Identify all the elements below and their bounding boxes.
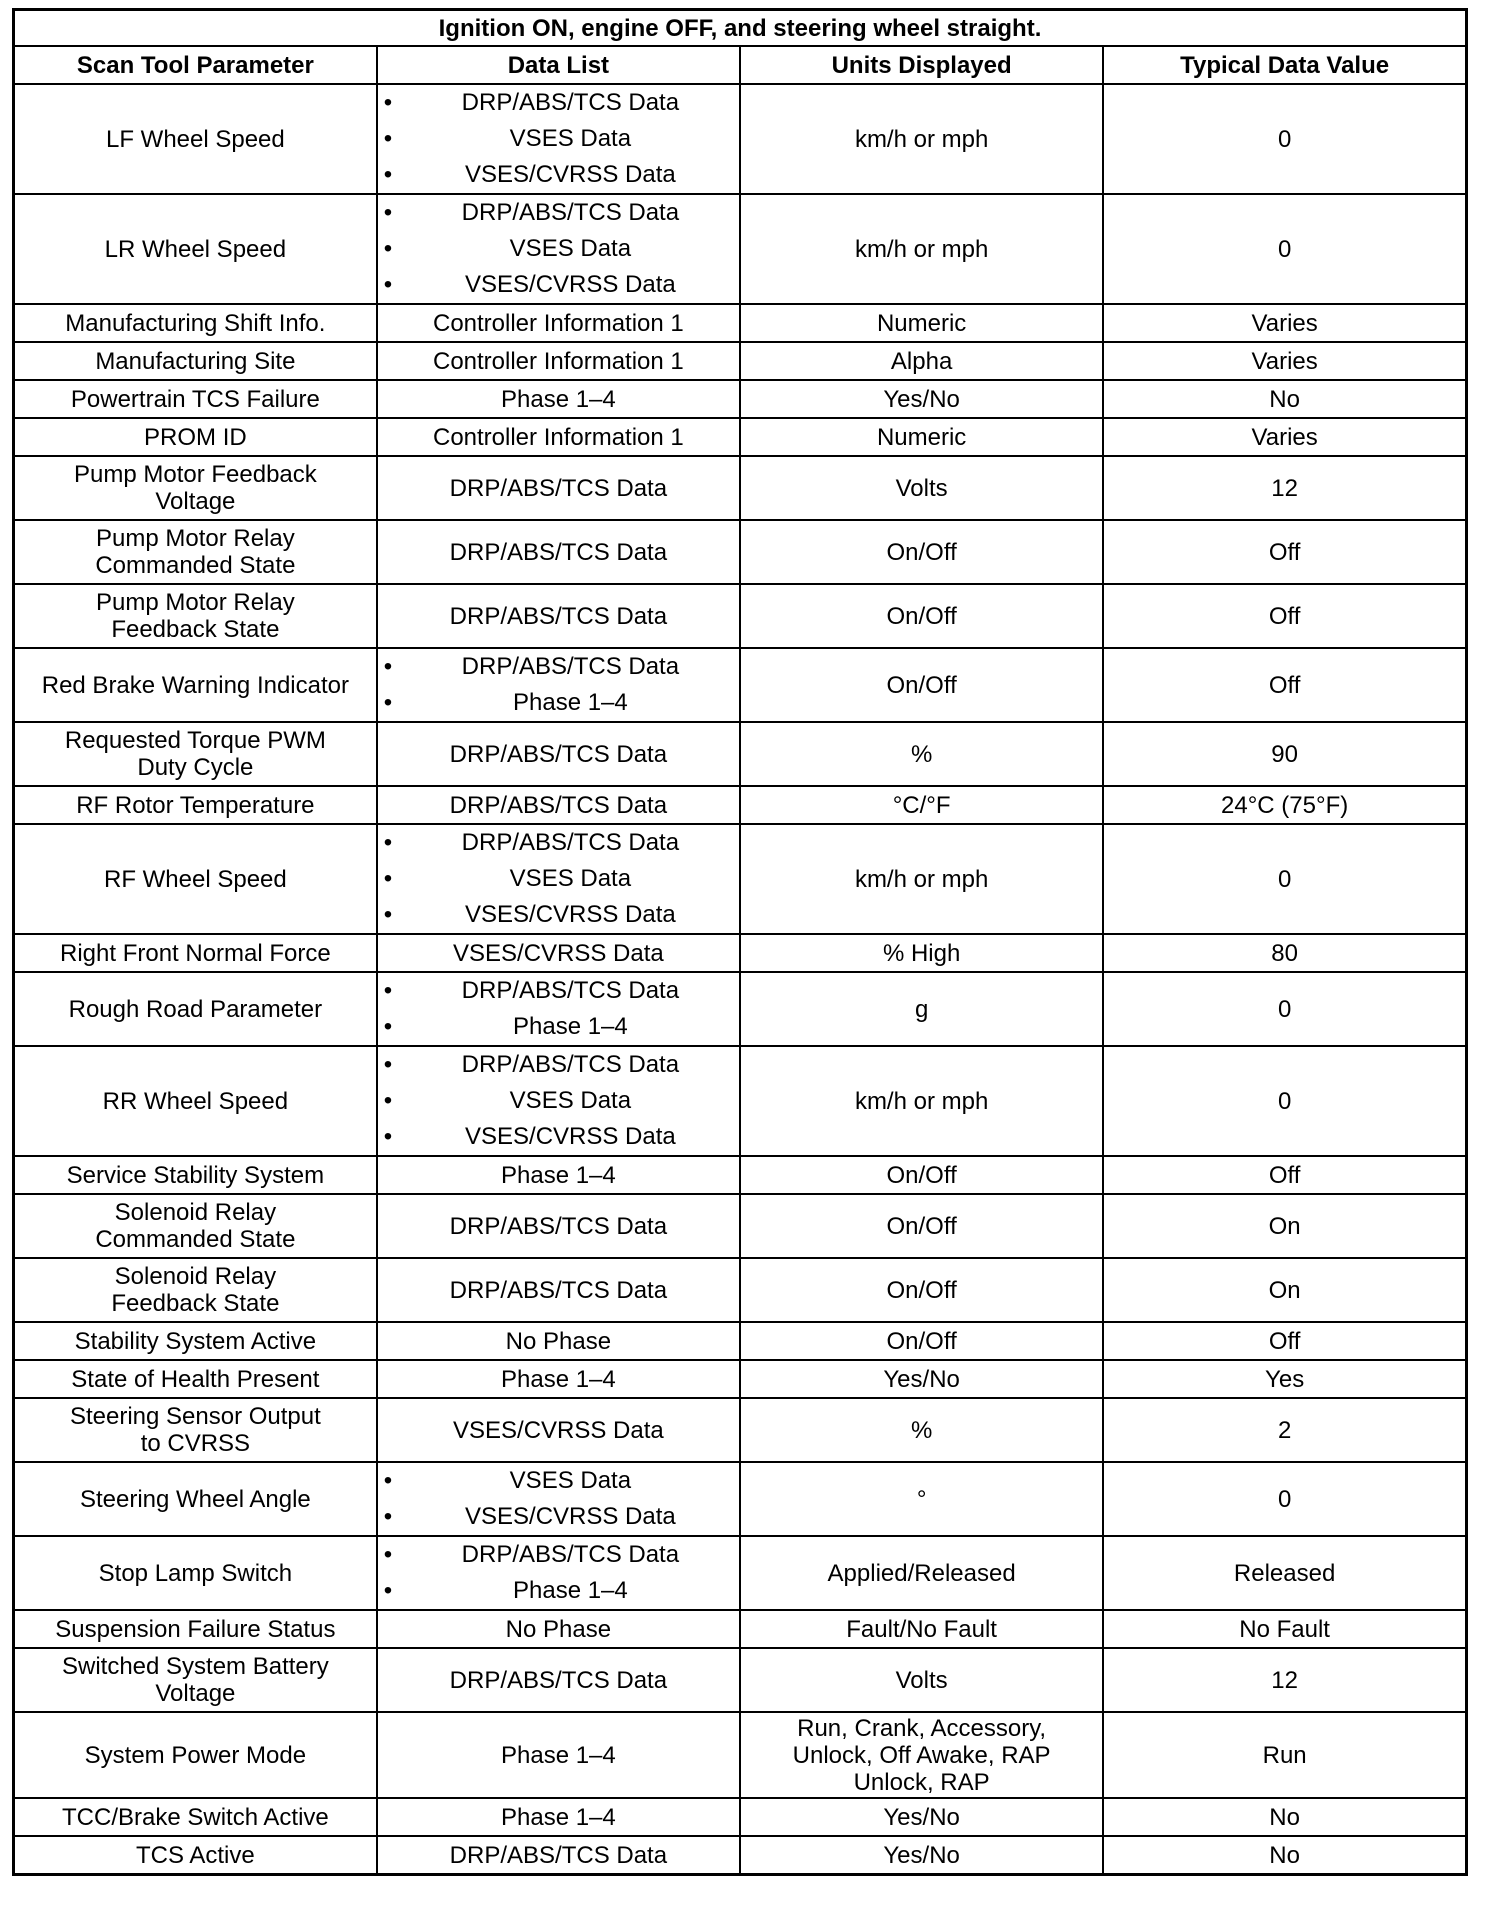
typical-value-cell: Off (1103, 648, 1466, 722)
data-list-item: • VSES/CVRSS Data (384, 1119, 733, 1155)
data-list-cell: DRP/ABS/TCS Data (377, 456, 740, 520)
data-list-item: • DRP/ABS/TCS Data (384, 1537, 733, 1573)
header-units-displayed: Units Displayed (740, 46, 1103, 84)
banner-row (14, 10, 1467, 47)
parameter-cell: Red Brake Warning Indicator (14, 648, 377, 722)
data-list-cell (377, 824, 740, 934)
data-list-item: • VSES/CVRSS Data (384, 267, 733, 303)
parameter-cell: PROM ID (14, 418, 377, 456)
table-row (14, 342, 1467, 380)
typical-value-cell: Varies (1103, 342, 1466, 380)
parameter-cell-line: Steering Sensor Output (69, 1403, 321, 1430)
parameter-cell-line: Pump Motor Relay (96, 525, 295, 552)
units-cell: km/h or mph (740, 824, 1103, 934)
units-cell-line: Run, Crank, Accessory, (797, 1714, 1047, 1742)
data-list-cell: No Phase (377, 1610, 740, 1648)
units-cell: On/Off (740, 584, 1103, 648)
parameter-cell: State of Health Present (14, 1360, 377, 1398)
parameter-cell (14, 1398, 377, 1462)
parameter-cell (14, 456, 377, 520)
typical-value-cell: 0 (1103, 194, 1466, 304)
parameter-cell-line: Feedback State (111, 1290, 280, 1317)
data-list-item: • VSES Data (384, 1083, 733, 1119)
table-row (14, 584, 1467, 648)
data-list-item: • DRP/ABS/TCS Data (384, 649, 733, 685)
typical-value-cell: Off (1103, 520, 1466, 584)
data-list-item: • VSES Data (384, 121, 733, 157)
units-cell: Volts (740, 456, 1103, 520)
typical-value-cell: 12 (1103, 1648, 1466, 1712)
units-cell: On/Off (740, 520, 1103, 584)
parameter-cell-line: Solenoid Relay (114, 1263, 277, 1290)
parameter-cell: Rough Road Parameter (14, 972, 377, 1046)
table-row (14, 1194, 1467, 1258)
units-cell: Fault/No Fault (740, 1610, 1103, 1648)
parameter-cell: Powertrain TCS Failure (14, 380, 377, 418)
parameter-cell-line: Voltage (155, 488, 236, 515)
table-body (14, 84, 1467, 1875)
table-row (14, 1836, 1467, 1875)
data-list-item: • VSES/CVRSS Data (384, 157, 733, 193)
data-list-item: • Phase 1–4 (384, 1573, 733, 1609)
parameter-cell: Manufacturing Shift Info. (14, 304, 377, 342)
data-list-cell (377, 648, 740, 722)
data-list-bullets (384, 825, 733, 933)
typical-value-cell: 80 (1103, 934, 1466, 972)
parameter-cell-line: Pump Motor Relay (96, 589, 295, 616)
table-row (14, 972, 1467, 1046)
data-list-cell: Phase 1–4 (377, 1712, 740, 1798)
table-row (14, 1156, 1467, 1194)
header-data-list: Data List (377, 46, 740, 84)
units-cell: Volts (740, 1648, 1103, 1712)
typical-value-cell: Varies (1103, 418, 1466, 456)
typical-value-cell: Released (1103, 1536, 1466, 1610)
table-row (14, 1798, 1467, 1836)
units-cell: On/Off (740, 1258, 1103, 1322)
header-row (14, 46, 1467, 84)
units-cell: Yes/No (740, 1798, 1103, 1836)
data-list-bullets (384, 85, 733, 193)
table-row (14, 824, 1467, 934)
data-list-bullets (384, 1463, 733, 1535)
data-list-item: • VSES Data (384, 861, 733, 897)
parameter-cell-line: Switched System Battery (61, 1653, 329, 1680)
data-list-item: • DRP/ABS/TCS Data (384, 195, 733, 231)
table-row (14, 456, 1467, 520)
units-cell: Alpha (740, 342, 1103, 380)
table-row (14, 786, 1467, 824)
data-list-cell: Controller Information 1 (377, 304, 740, 342)
table-row (14, 1360, 1467, 1398)
parameter-cell: RR Wheel Speed (14, 1046, 377, 1156)
typical-value-cell: 0 (1103, 824, 1466, 934)
parameter-cell (14, 1648, 377, 1712)
data-list-bullets (384, 195, 733, 303)
table-banner: Ignition ON, engine OFF, and steering wheel straight. (14, 10, 1467, 47)
units-cell: km/h or mph (740, 1046, 1103, 1156)
units-cell: On/Off (740, 1322, 1103, 1360)
parameter-cell: TCS Active (14, 1836, 377, 1875)
parameter-cell-line: Voltage (155, 1680, 236, 1707)
data-list-item: • DRP/ABS/TCS Data (384, 973, 733, 1009)
parameter-cell (14, 722, 377, 786)
table-row (14, 84, 1467, 194)
units-cell: °C/°F (740, 786, 1103, 824)
data-list-cell: DRP/ABS/TCS Data (377, 1648, 740, 1712)
parameter-cell: TCC/Brake Switch Active (14, 1798, 377, 1836)
parameter-cell: Stop Lamp Switch (14, 1536, 377, 1610)
units-cell: % (740, 722, 1103, 786)
parameter-cell: Service Stability System (14, 1156, 377, 1194)
parameter-cell: LF Wheel Speed (14, 84, 377, 194)
units-cell: Numeric (740, 304, 1103, 342)
parameter-cell-line: Solenoid Relay (114, 1199, 277, 1226)
units-cell: On/Off (740, 1156, 1103, 1194)
data-list-cell: Phase 1–4 (377, 1798, 740, 1836)
data-list-cell (377, 1046, 740, 1156)
table-row (14, 1398, 1467, 1462)
data-list-bullets (384, 973, 733, 1045)
units-cell: Numeric (740, 418, 1103, 456)
typical-value-cell: Off (1103, 1322, 1466, 1360)
data-list-item: • DRP/ABS/TCS Data (384, 825, 733, 861)
units-cell: ° (740, 1462, 1103, 1536)
table-row (14, 1536, 1467, 1610)
units-cell: Yes/No (740, 380, 1103, 418)
table-row (14, 418, 1467, 456)
document-page (12, 8, 1468, 1876)
data-list-item: • VSES/CVRSS Data (384, 897, 733, 933)
table-row (14, 304, 1467, 342)
parameter-cell-line: Pump Motor Feedback (73, 461, 317, 488)
typical-value-cell: 0 (1103, 1462, 1466, 1536)
data-list-cell: DRP/ABS/TCS Data (377, 1194, 740, 1258)
typical-value-cell: 0 (1103, 1046, 1466, 1156)
units-cell: km/h or mph (740, 84, 1103, 194)
typical-value-cell: Yes (1103, 1360, 1466, 1398)
parameter-cell-line: Commanded State (95, 552, 296, 579)
units-cell: Applied/Released (740, 1536, 1103, 1610)
units-cell: Yes/No (740, 1836, 1103, 1875)
data-list-cell: VSES/CVRSS Data (377, 934, 740, 972)
table-row (14, 1712, 1467, 1798)
table-row (14, 1648, 1467, 1712)
typical-value-cell: 2 (1103, 1398, 1466, 1462)
data-list-cell: Controller Information 1 (377, 418, 740, 456)
units-cell: % High (740, 934, 1103, 972)
data-list-cell: Phase 1–4 (377, 380, 740, 418)
typical-value-cell: On (1103, 1258, 1466, 1322)
data-list-cell: DRP/ABS/TCS Data (377, 722, 740, 786)
data-list-bullets (384, 1537, 733, 1609)
data-list-cell: DRP/ABS/TCS Data (377, 584, 740, 648)
data-list-cell: DRP/ABS/TCS Data (377, 1836, 740, 1875)
data-list-item: • Phase 1–4 (384, 685, 733, 721)
typical-value-cell: Off (1103, 584, 1466, 648)
parameter-cell (14, 584, 377, 648)
parameter-cell: System Power Mode (14, 1712, 377, 1798)
table-row (14, 1258, 1467, 1322)
typical-value-cell: Run (1103, 1712, 1466, 1798)
data-list-item: • VSES/CVRSS Data (384, 1499, 733, 1535)
units-cell: % (740, 1398, 1103, 1462)
table-row (14, 722, 1467, 786)
typical-value-cell: 90 (1103, 722, 1466, 786)
table-row (14, 1610, 1467, 1648)
parameter-cell: RF Wheel Speed (14, 824, 377, 934)
units-cell: On/Off (740, 1194, 1103, 1258)
typical-value-cell: 0 (1103, 84, 1466, 194)
typical-value-cell: Off (1103, 1156, 1466, 1194)
table-row (14, 1322, 1467, 1360)
units-cell-line: Unlock, Off Awake, RAP (792, 1741, 1051, 1769)
table-row (14, 1462, 1467, 1536)
parameter-cell (14, 520, 377, 584)
parameter-cell: Manufacturing Site (14, 342, 377, 380)
units-cell-line: Unlock, RAP (853, 1768, 990, 1796)
data-list-item: • DRP/ABS/TCS Data (384, 85, 733, 121)
data-list-cell: DRP/ABS/TCS Data (377, 786, 740, 824)
table-row (14, 648, 1467, 722)
data-list-cell (377, 84, 740, 194)
table-row (14, 1046, 1467, 1156)
data-list-bullets (384, 1047, 733, 1155)
parameter-cell (14, 1258, 377, 1322)
data-list-cell (377, 1462, 740, 1536)
parameter-cell: Stability System Active (14, 1322, 377, 1360)
parameter-cell-line: Duty Cycle (137, 754, 254, 781)
data-list-bullets (384, 649, 733, 721)
table-row (14, 520, 1467, 584)
typical-value-cell: No (1103, 380, 1466, 418)
data-list-item: • VSES Data (384, 231, 733, 267)
typical-value-cell: No Fault (1103, 1610, 1466, 1648)
parameter-cell: RF Rotor Temperature (14, 786, 377, 824)
units-cell: g (740, 972, 1103, 1046)
data-list-item: • Phase 1–4 (384, 1009, 733, 1045)
table-row (14, 194, 1467, 304)
typical-value-cell: Varies (1103, 304, 1466, 342)
parameter-cell-line: Requested Torque PWM (64, 727, 326, 754)
data-list-item: • VSES Data (384, 1463, 733, 1499)
typical-value-cell: No (1103, 1836, 1466, 1875)
data-list-cell (377, 972, 740, 1046)
parameter-cell: Suspension Failure Status (14, 1610, 377, 1648)
typical-value-cell: 12 (1103, 456, 1466, 520)
data-list-cell: DRP/ABS/TCS Data (377, 1258, 740, 1322)
units-cell (740, 1712, 1103, 1798)
table-row (14, 380, 1467, 418)
typical-value-cell: 24°C (75°F) (1103, 786, 1466, 824)
table-row (14, 934, 1467, 972)
parameter-cell-line: Feedback State (111, 616, 280, 643)
typical-value-cell: No (1103, 1798, 1466, 1836)
data-list-cell: No Phase (377, 1322, 740, 1360)
units-cell: On/Off (740, 648, 1103, 722)
typical-value-cell: On (1103, 1194, 1466, 1258)
parameter-cell: Steering Wheel Angle (14, 1462, 377, 1536)
data-list-cell (377, 194, 740, 304)
scan-tool-data-table (12, 8, 1468, 1876)
data-list-cell: Phase 1–4 (377, 1156, 740, 1194)
data-list-cell (377, 1536, 740, 1610)
parameter-cell-line: Commanded State (95, 1226, 296, 1253)
data-list-cell: DRP/ABS/TCS Data (377, 520, 740, 584)
data-list-item: • DRP/ABS/TCS Data (384, 1047, 733, 1083)
header-typical-data-value: Typical Data Value (1103, 46, 1466, 84)
parameter-cell: Right Front Normal Force (14, 934, 377, 972)
units-cell: Yes/No (740, 1360, 1103, 1398)
units-cell: km/h or mph (740, 194, 1103, 304)
data-list-cell: VSES/CVRSS Data (377, 1398, 740, 1462)
data-list-cell: Phase 1–4 (377, 1360, 740, 1398)
parameter-cell (14, 1194, 377, 1258)
data-list-cell: Controller Information 1 (377, 342, 740, 380)
parameter-cell-line: to CVRSS (140, 1430, 251, 1457)
parameter-cell: LR Wheel Speed (14, 194, 377, 304)
typical-value-cell: 0 (1103, 972, 1466, 1046)
header-scan-tool-parameter: Scan Tool Parameter (14, 46, 377, 84)
